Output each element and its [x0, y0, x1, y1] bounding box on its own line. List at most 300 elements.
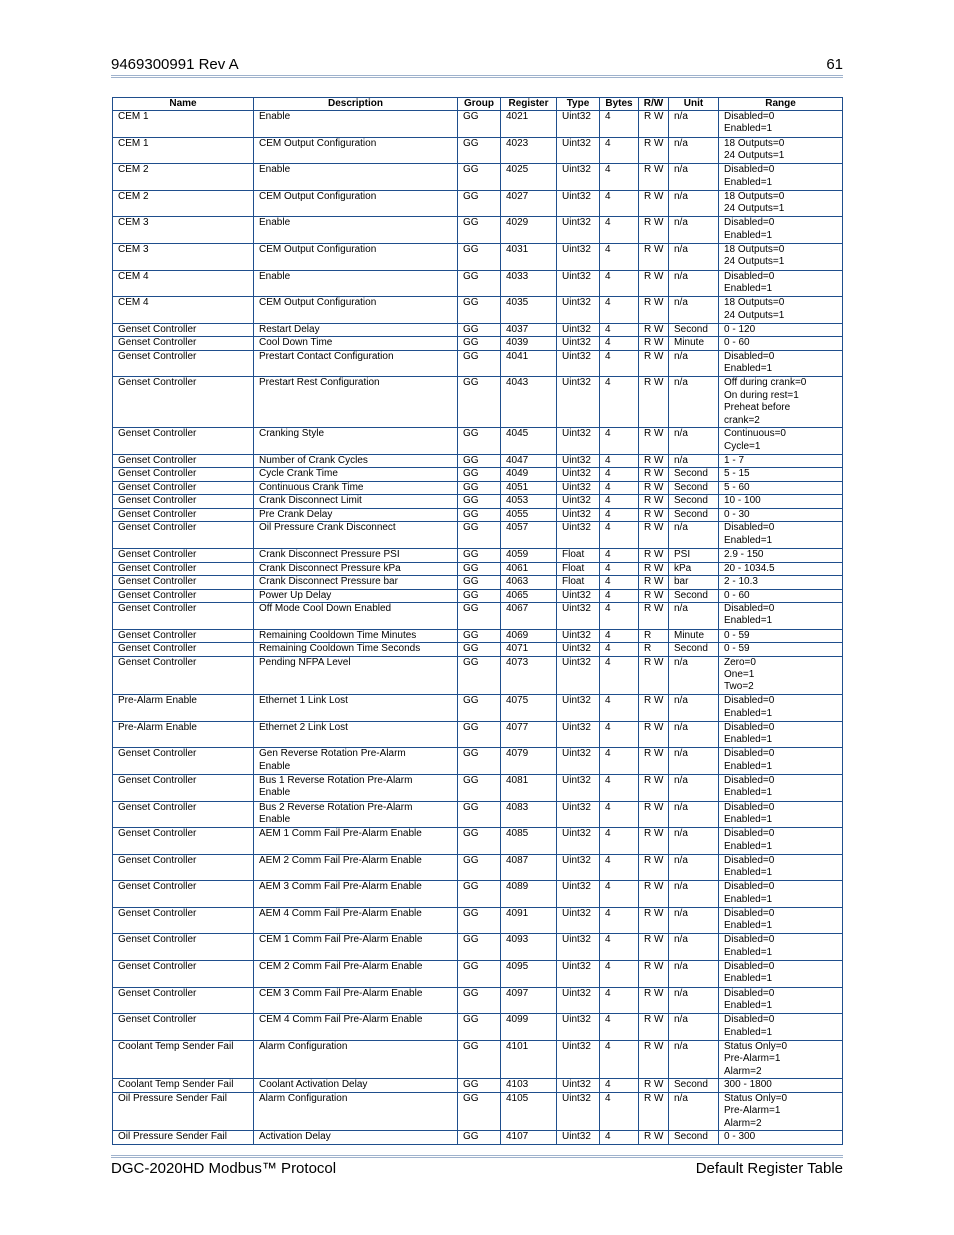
cell-rw: R W	[639, 562, 669, 576]
cell-range: 18 Outputs=0 24 Outputs=1	[719, 190, 843, 217]
table-row	[113, 576, 843, 590]
cell-type: Uint32	[557, 748, 600, 775]
cell-name: Coolant Temp Sender Fail	[113, 1079, 254, 1093]
cell-group: GG	[458, 562, 501, 576]
cell-description: Coolant Activation Delay	[254, 1079, 458, 1093]
cell-range: Disabled=0 Enabled=1	[719, 1014, 843, 1041]
cell-group: GG	[458, 243, 501, 270]
cell-register: 4067	[501, 603, 557, 630]
cell-unit: n/a	[669, 961, 719, 988]
column-header-range: Range	[719, 98, 843, 111]
cell-name: Genset Controller	[113, 854, 254, 881]
cell-unit: n/a	[669, 695, 719, 722]
cell-description: Pending NFPA Level	[254, 656, 458, 695]
cell-range: 0 - 30	[719, 508, 843, 522]
cell-name: Genset Controller	[113, 907, 254, 934]
page-number: 61	[826, 56, 843, 73]
cell-group: GG	[458, 111, 501, 138]
table-row	[113, 297, 843, 324]
cell-register: 4085	[501, 828, 557, 855]
cell-group: GG	[458, 522, 501, 549]
cell-rw: R W	[639, 748, 669, 775]
cell-group: GG	[458, 468, 501, 482]
cell-name: CEM 1	[113, 137, 254, 164]
cell-range: 10 - 100	[719, 495, 843, 509]
cell-unit: Second	[669, 468, 719, 482]
cell-group: GG	[458, 323, 501, 337]
cell-group: GG	[458, 576, 501, 590]
table-row	[113, 217, 843, 244]
cell-range: Disabled=0 Enabled=1	[719, 881, 843, 908]
cell-name: Genset Controller	[113, 377, 254, 428]
cell-description: Restart Delay	[254, 323, 458, 337]
cell-range: 0 - 59	[719, 643, 843, 657]
cell-bytes: 4	[600, 468, 639, 482]
column-header-description: Description	[254, 98, 458, 111]
cell-register: 4099	[501, 1014, 557, 1041]
cell-description: Alarm Configuration	[254, 1092, 458, 1131]
cell-range: 5 - 60	[719, 481, 843, 495]
cell-register: 4083	[501, 801, 557, 828]
cell-register: 4097	[501, 987, 557, 1014]
cell-unit: Second	[669, 643, 719, 657]
cell-rw: R W	[639, 1131, 669, 1145]
cell-name: Genset Controller	[113, 881, 254, 908]
cell-group: GG	[458, 907, 501, 934]
cell-group: GG	[458, 481, 501, 495]
cell-type: Uint32	[557, 987, 600, 1014]
cell-description: Crank Disconnect Pressure PSI	[254, 549, 458, 563]
cell-name: Genset Controller	[113, 748, 254, 775]
cell-description: Remaining Cooldown Time Seconds	[254, 643, 458, 657]
cell-register: 4023	[501, 137, 557, 164]
cell-range: Disabled=0 Enabled=1	[719, 854, 843, 881]
cell-unit: n/a	[669, 164, 719, 191]
cell-unit: n/a	[669, 1092, 719, 1131]
cell-register: 4021	[501, 111, 557, 138]
cell-name: Genset Controller	[113, 961, 254, 988]
cell-name: Genset Controller	[113, 337, 254, 351]
cell-bytes: 4	[600, 1014, 639, 1041]
cell-group: GG	[458, 854, 501, 881]
cell-bytes: 4	[600, 164, 639, 191]
cell-register: 4043	[501, 377, 557, 428]
cell-unit: Second	[669, 1079, 719, 1093]
cell-register: 4053	[501, 495, 557, 509]
cell-range: 20 - 1034.5	[719, 562, 843, 576]
cell-rw: R W	[639, 881, 669, 908]
cell-description: Prestart Rest Configuration	[254, 377, 458, 428]
cell-register: 4081	[501, 774, 557, 801]
cell-group: GG	[458, 164, 501, 191]
cell-unit: bar	[669, 576, 719, 590]
cell-description: Enable	[254, 111, 458, 138]
cell-type: Uint32	[557, 1014, 600, 1041]
cell-group: GG	[458, 774, 501, 801]
cell-unit: n/a	[669, 907, 719, 934]
cell-description: Ethernet 1 Link Lost	[254, 695, 458, 722]
cell-range: Disabled=0 Enabled=1	[719, 522, 843, 549]
cell-rw: R W	[639, 1014, 669, 1041]
cell-unit: n/a	[669, 774, 719, 801]
cell-type: Uint32	[557, 270, 600, 297]
table-row	[113, 748, 843, 775]
table-header-row	[113, 98, 843, 111]
table-row	[113, 656, 843, 695]
cell-rw: R W	[639, 576, 669, 590]
cell-range: 18 Outputs=0 24 Outputs=1	[719, 297, 843, 324]
footer-rule	[111, 1155, 843, 1158]
cell-unit: n/a	[669, 1040, 719, 1079]
cell-bytes: 4	[600, 323, 639, 337]
cell-description: Cycle Crank Time	[254, 468, 458, 482]
cell-unit: Second	[669, 481, 719, 495]
cell-name: Genset Controller	[113, 323, 254, 337]
table-row	[113, 934, 843, 961]
cell-register: 4037	[501, 323, 557, 337]
cell-rw: R W	[639, 350, 669, 377]
cell-bytes: 4	[600, 137, 639, 164]
cell-unit: n/a	[669, 137, 719, 164]
cell-description: AEM 3 Comm Fail Pre-Alarm Enable	[254, 881, 458, 908]
cell-range: 0 - 59	[719, 629, 843, 643]
cell-name: Genset Controller	[113, 495, 254, 509]
cell-group: GG	[458, 337, 501, 351]
cell-group: GG	[458, 603, 501, 630]
cell-description: CEM 2 Comm Fail Pre-Alarm Enable	[254, 961, 458, 988]
cell-type: Uint32	[557, 934, 600, 961]
cell-type: Uint32	[557, 217, 600, 244]
cell-rw: R W	[639, 1079, 669, 1093]
cell-bytes: 4	[600, 656, 639, 695]
cell-unit: n/a	[669, 522, 719, 549]
cell-group: GG	[458, 190, 501, 217]
cell-type: Uint32	[557, 695, 600, 722]
cell-group: GG	[458, 881, 501, 908]
table-row	[113, 323, 843, 337]
cell-unit: n/a	[669, 987, 719, 1014]
cell-group: GG	[458, 961, 501, 988]
cell-register: 4071	[501, 643, 557, 657]
cell-name: Genset Controller	[113, 987, 254, 1014]
cell-range: Disabled=0 Enabled=1	[719, 695, 843, 722]
cell-group: GG	[458, 137, 501, 164]
cell-range: Disabled=0 Enabled=1	[719, 111, 843, 138]
table-row	[113, 164, 843, 191]
cell-name: CEM 4	[113, 270, 254, 297]
cell-unit: n/a	[669, 828, 719, 855]
cell-type: Uint32	[557, 190, 600, 217]
table-row	[113, 1079, 843, 1093]
cell-unit: n/a	[669, 881, 719, 908]
cell-rw: R W	[639, 961, 669, 988]
table-row	[113, 562, 843, 576]
cell-name: Genset Controller	[113, 350, 254, 377]
cell-description: Prestart Contact Configuration	[254, 350, 458, 377]
cell-name: Genset Controller	[113, 589, 254, 603]
table-row	[113, 629, 843, 643]
cell-group: GG	[458, 589, 501, 603]
cell-bytes: 4	[600, 987, 639, 1014]
cell-description: Enable	[254, 217, 458, 244]
cell-description: AEM 1 Comm Fail Pre-Alarm Enable	[254, 828, 458, 855]
cell-name: Pre-Alarm Enable	[113, 695, 254, 722]
cell-name: Genset Controller	[113, 576, 254, 590]
cell-group: GG	[458, 1079, 501, 1093]
cell-bytes: 4	[600, 1079, 639, 1093]
cell-bytes: 4	[600, 643, 639, 657]
cell-bytes: 4	[600, 508, 639, 522]
cell-bytes: 4	[600, 589, 639, 603]
cell-register: 4107	[501, 1131, 557, 1145]
cell-type: Uint32	[557, 111, 600, 138]
table-row	[113, 589, 843, 603]
table-row	[113, 270, 843, 297]
cell-bytes: 4	[600, 377, 639, 428]
cell-register: 4047	[501, 454, 557, 468]
cell-name: CEM 3	[113, 217, 254, 244]
cell-register: 4055	[501, 508, 557, 522]
cell-name: Genset Controller	[113, 1014, 254, 1041]
cell-type: Uint32	[557, 1092, 600, 1131]
cell-type: Uint32	[557, 643, 600, 657]
cell-register: 4033	[501, 270, 557, 297]
cell-rw: R W	[639, 1040, 669, 1079]
cell-description: Ethernet 2 Link Lost	[254, 721, 458, 748]
cell-unit: n/a	[669, 428, 719, 455]
table-row	[113, 243, 843, 270]
table-row	[113, 987, 843, 1014]
cell-bytes: 4	[600, 1131, 639, 1145]
cell-name: Genset Controller	[113, 629, 254, 643]
table-row	[113, 468, 843, 482]
cell-bytes: 4	[600, 522, 639, 549]
cell-group: GG	[458, 1040, 501, 1079]
cell-unit: n/a	[669, 934, 719, 961]
cell-unit: n/a	[669, 454, 719, 468]
table-row	[113, 350, 843, 377]
cell-description: CEM 3 Comm Fail Pre-Alarm Enable	[254, 987, 458, 1014]
table-row	[113, 549, 843, 563]
table-row	[113, 522, 843, 549]
cell-description: Power Up Delay	[254, 589, 458, 603]
cell-group: GG	[458, 1014, 501, 1041]
cell-unit: n/a	[669, 350, 719, 377]
cell-group: GG	[458, 656, 501, 695]
cell-unit: n/a	[669, 111, 719, 138]
column-header-unit: Unit	[669, 98, 719, 111]
cell-type: Uint32	[557, 297, 600, 324]
cell-type: Uint32	[557, 801, 600, 828]
cell-rw: R W	[639, 508, 669, 522]
cell-bytes: 4	[600, 695, 639, 722]
cell-unit: n/a	[669, 1014, 719, 1041]
cell-register: 4051	[501, 481, 557, 495]
cell-range: 0 - 60	[719, 337, 843, 351]
table-row	[113, 854, 843, 881]
cell-name: CEM 2	[113, 164, 254, 191]
cell-group: GG	[458, 695, 501, 722]
cell-type: Uint32	[557, 1079, 600, 1093]
cell-type: Uint32	[557, 337, 600, 351]
cell-name: Oil Pressure Sender Fail	[113, 1092, 254, 1131]
cell-type: Uint32	[557, 603, 600, 630]
cell-range: Zero=0 One=1 Two=2	[719, 656, 843, 695]
cell-description: CEM Output Configuration	[254, 297, 458, 324]
cell-range: 5 - 15	[719, 468, 843, 482]
cell-description: Pre Crank Delay	[254, 508, 458, 522]
cell-type: Uint32	[557, 721, 600, 748]
cell-range: 0 - 300	[719, 1131, 843, 1145]
cell-group: GG	[458, 987, 501, 1014]
table-row	[113, 190, 843, 217]
cell-range: 18 Outputs=0 24 Outputs=1	[719, 243, 843, 270]
cell-name: CEM 1	[113, 111, 254, 138]
cell-bytes: 4	[600, 748, 639, 775]
cell-bytes: 4	[600, 801, 639, 828]
cell-range: Disabled=0 Enabled=1	[719, 217, 843, 244]
cell-rw: R W	[639, 907, 669, 934]
cell-type: Uint32	[557, 629, 600, 643]
cell-register: 4091	[501, 907, 557, 934]
cell-rw: R W	[639, 934, 669, 961]
cell-range: Disabled=0 Enabled=1	[719, 828, 843, 855]
cell-range: Status Only=0 Pre-Alarm=1 Alarm=2	[719, 1040, 843, 1079]
cell-description: Bus 2 Reverse Rotation Pre-Alarm Enable	[254, 801, 458, 828]
cell-rw: R W	[639, 377, 669, 428]
cell-register: 4077	[501, 721, 557, 748]
cell-group: GG	[458, 217, 501, 244]
cell-description: Enable	[254, 164, 458, 191]
cell-rw: R W	[639, 603, 669, 630]
cell-group: GG	[458, 377, 501, 428]
cell-rw: R W	[639, 337, 669, 351]
cell-bytes: 4	[600, 243, 639, 270]
page-header	[111, 56, 843, 76]
cell-rw: R W	[639, 297, 669, 324]
cell-rw: R W	[639, 695, 669, 722]
cell-type: Uint32	[557, 774, 600, 801]
cell-description: Enable	[254, 270, 458, 297]
cell-name: CEM 2	[113, 190, 254, 217]
table-row	[113, 137, 843, 164]
cell-type: Uint32	[557, 137, 600, 164]
cell-range: Disabled=0 Enabled=1	[719, 907, 843, 934]
cell-bytes: 4	[600, 629, 639, 643]
cell-register: 4029	[501, 217, 557, 244]
cell-name: Genset Controller	[113, 934, 254, 961]
cell-register: 4105	[501, 1092, 557, 1131]
cell-description: Remaining Cooldown Time Minutes	[254, 629, 458, 643]
cell-type: Uint32	[557, 656, 600, 695]
cell-bytes: 4	[600, 549, 639, 563]
cell-unit: n/a	[669, 217, 719, 244]
cell-group: GG	[458, 270, 501, 297]
cell-name: Genset Controller	[113, 468, 254, 482]
table-row	[113, 377, 843, 428]
cell-unit: Second	[669, 495, 719, 509]
cell-register: 4063	[501, 576, 557, 590]
table-row	[113, 961, 843, 988]
cell-range: Disabled=0 Enabled=1	[719, 801, 843, 828]
cell-register: 4087	[501, 854, 557, 881]
cell-range: Continuous=0 Cycle=1	[719, 428, 843, 455]
cell-rw: R W	[639, 721, 669, 748]
cell-rw: R W	[639, 774, 669, 801]
cell-type: Uint32	[557, 907, 600, 934]
cell-range: Disabled=0 Enabled=1	[719, 721, 843, 748]
table-row	[113, 428, 843, 455]
cell-unit: n/a	[669, 603, 719, 630]
cell-bytes: 4	[600, 217, 639, 244]
cell-description: CEM Output Configuration	[254, 137, 458, 164]
cell-register: 4025	[501, 164, 557, 191]
table-row	[113, 881, 843, 908]
cell-register: 4061	[501, 562, 557, 576]
cell-group: GG	[458, 495, 501, 509]
cell-name: Genset Controller	[113, 656, 254, 695]
cell-name: Coolant Temp Sender Fail	[113, 1040, 254, 1079]
cell-range: Disabled=0 Enabled=1	[719, 350, 843, 377]
cell-range: 18 Outputs=0 24 Outputs=1	[719, 137, 843, 164]
cell-unit: Second	[669, 508, 719, 522]
cell-bytes: 4	[600, 854, 639, 881]
cell-rw: R W	[639, 495, 669, 509]
cell-bytes: 4	[600, 337, 639, 351]
cell-rw: R W	[639, 323, 669, 337]
table-row	[113, 481, 843, 495]
cell-range: Disabled=0 Enabled=1	[719, 987, 843, 1014]
cell-rw: R W	[639, 656, 669, 695]
cell-rw: R W	[639, 1092, 669, 1131]
cell-range: 2 - 10.3	[719, 576, 843, 590]
cell-unit: Minute	[669, 629, 719, 643]
cell-rw: R W	[639, 164, 669, 191]
cell-rw: R W	[639, 217, 669, 244]
cell-rw: R W	[639, 828, 669, 855]
cell-description: Crank Disconnect Pressure bar	[254, 576, 458, 590]
cell-rw: R W	[639, 111, 669, 138]
cell-bytes: 4	[600, 190, 639, 217]
cell-register: 4031	[501, 243, 557, 270]
cell-description: Alarm Configuration	[254, 1040, 458, 1079]
cell-bytes: 4	[600, 481, 639, 495]
column-header-type: Type	[557, 98, 600, 111]
cell-bytes: 4	[600, 576, 639, 590]
cell-description: CEM Output Configuration	[254, 190, 458, 217]
cell-group: GG	[458, 934, 501, 961]
cell-rw: R W	[639, 987, 669, 1014]
cell-rw: R W	[639, 549, 669, 563]
cell-name: Genset Controller	[113, 522, 254, 549]
cell-type: Float	[557, 576, 600, 590]
column-header-name: Name	[113, 98, 254, 111]
cell-group: GG	[458, 454, 501, 468]
table-row	[113, 801, 843, 828]
cell-description: CEM 1 Comm Fail Pre-Alarm Enable	[254, 934, 458, 961]
cell-name: Genset Controller	[113, 454, 254, 468]
cell-unit: n/a	[669, 243, 719, 270]
cell-range: 0 - 60	[719, 589, 843, 603]
table-row	[113, 603, 843, 630]
cell-bytes: 4	[600, 111, 639, 138]
cell-group: GG	[458, 549, 501, 563]
cell-bytes: 4	[600, 1040, 639, 1079]
cell-unit: n/a	[669, 190, 719, 217]
cell-register: 4079	[501, 748, 557, 775]
table-row	[113, 695, 843, 722]
table-row	[113, 495, 843, 509]
